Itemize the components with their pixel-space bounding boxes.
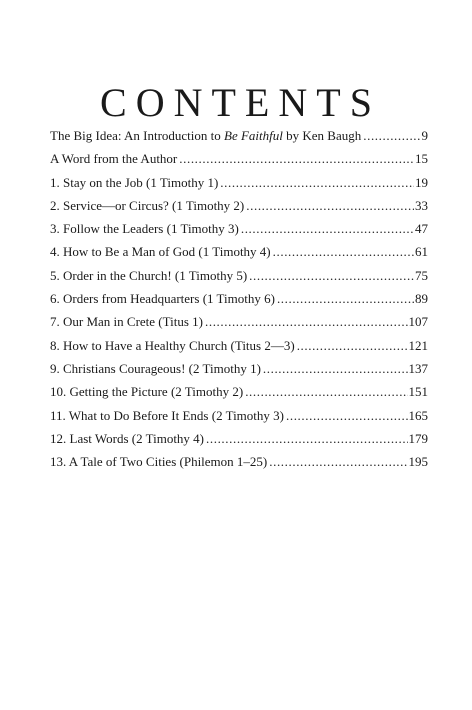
- toc-entry-chapter-6: [50, 287, 428, 310]
- dot-leader: [273, 240, 414, 263]
- toc-entry-chapter-9: [50, 357, 428, 380]
- toc-entry-page: 61: [415, 244, 428, 260]
- dot-leader: [205, 310, 408, 333]
- page-title: CONTENTS: [100, 79, 381, 125]
- toc-entry-chapter-3: [50, 217, 428, 240]
- dot-leader: [246, 194, 414, 217]
- table-of-contents: [50, 124, 428, 473]
- toc-entry-page: 151: [408, 384, 428, 400]
- toc-entry-title: 1. Stay on the Job (1 Timothy 1): [50, 174, 219, 190]
- toc-entry-page: 15: [415, 151, 428, 167]
- toc-entry-title: 11. What to Do Before It Ends (2 Timothy 3): [50, 407, 284, 423]
- dot-leader: [206, 427, 407, 450]
- toc-entry-chapter-10: [50, 380, 428, 403]
- toc-entry-title: 7. Our Man in Crete (Titus 1): [50, 314, 203, 330]
- toc-entry-chapter-4: [50, 240, 428, 263]
- toc-entry-page: 179: [408, 430, 428, 446]
- dot-leader: [269, 450, 407, 473]
- dot-leader: [179, 147, 414, 170]
- toc-entry-chapter-12: [50, 427, 428, 450]
- toc-entry-page: 75: [415, 267, 428, 283]
- dot-leader: [263, 357, 408, 380]
- toc-entry-title: 5. Order in the Church! (1 Timothy 5): [50, 267, 248, 283]
- toc-entry-page: 33: [415, 197, 428, 213]
- dot-leader: [245, 380, 407, 403]
- toc-entry-page: 19: [415, 174, 428, 190]
- toc-entry-title: 6. Orders from Headquarters (1 Timothy 6): [50, 291, 275, 307]
- toc-entry-chapter-2: [50, 194, 428, 217]
- toc-entry-page: 47: [415, 221, 428, 237]
- toc-entry-page: 195: [408, 454, 428, 470]
- toc-entry-title: 10. Getting the Picture (2 Timothy 2): [50, 384, 244, 400]
- toc-entry-title: 2. Service—or Circus? (1 Timothy 2): [50, 197, 245, 213]
- toc-entry-page: 107: [408, 314, 428, 330]
- dot-leader: [297, 334, 408, 357]
- toc-entry-title: The Big Idea: An Introduction to Be Faithful by Ken Baugh: [50, 128, 362, 143]
- toc-entry-title: 4. How to Be a Man of God (1 Timothy 4): [50, 244, 271, 260]
- toc-entry-title: A Word from the Author: [50, 151, 178, 167]
- dot-leader: [286, 404, 408, 427]
- toc-entry-chapter-11: [50, 404, 428, 427]
- toc-entry-page: 89: [415, 291, 428, 307]
- toc-entry-title: 9. Christians Courageous! (2 Timothy 1): [50, 360, 261, 376]
- toc-entry-chapter-5: [50, 264, 428, 287]
- toc-entry-title: 3. Follow the Leaders (1 Timothy 3): [50, 221, 239, 237]
- dot-leader: [363, 124, 420, 147]
- dot-leader: [220, 171, 414, 194]
- dot-leader: [241, 217, 414, 240]
- toc-entry-title: 12. Last Words (2 Timothy 4): [50, 430, 205, 446]
- toc-entry-title: 8. How to Have a Healthy Church (Titus 2—3): [50, 337, 295, 353]
- toc-entry-page: 9: [421, 128, 428, 143]
- toc-entry-title: 13. A Tale of Two Cities (Philemon 1–25): [50, 454, 268, 470]
- toc-entry-chapter-1: [50, 171, 428, 194]
- dot-leader: [277, 287, 414, 310]
- dot-leader: [249, 264, 414, 287]
- toc-entry-page: 165: [408, 407, 428, 423]
- toc-entry-author-word: [50, 147, 428, 170]
- toc-entry-page: 121: [408, 337, 428, 353]
- toc-entry-chapter-8: [50, 334, 428, 357]
- toc-entry-page: 137: [408, 360, 428, 376]
- toc-entry-intro: [50, 124, 428, 147]
- toc-entry-chapter-13: [50, 450, 428, 473]
- toc-entry-chapter-7: [50, 310, 428, 333]
